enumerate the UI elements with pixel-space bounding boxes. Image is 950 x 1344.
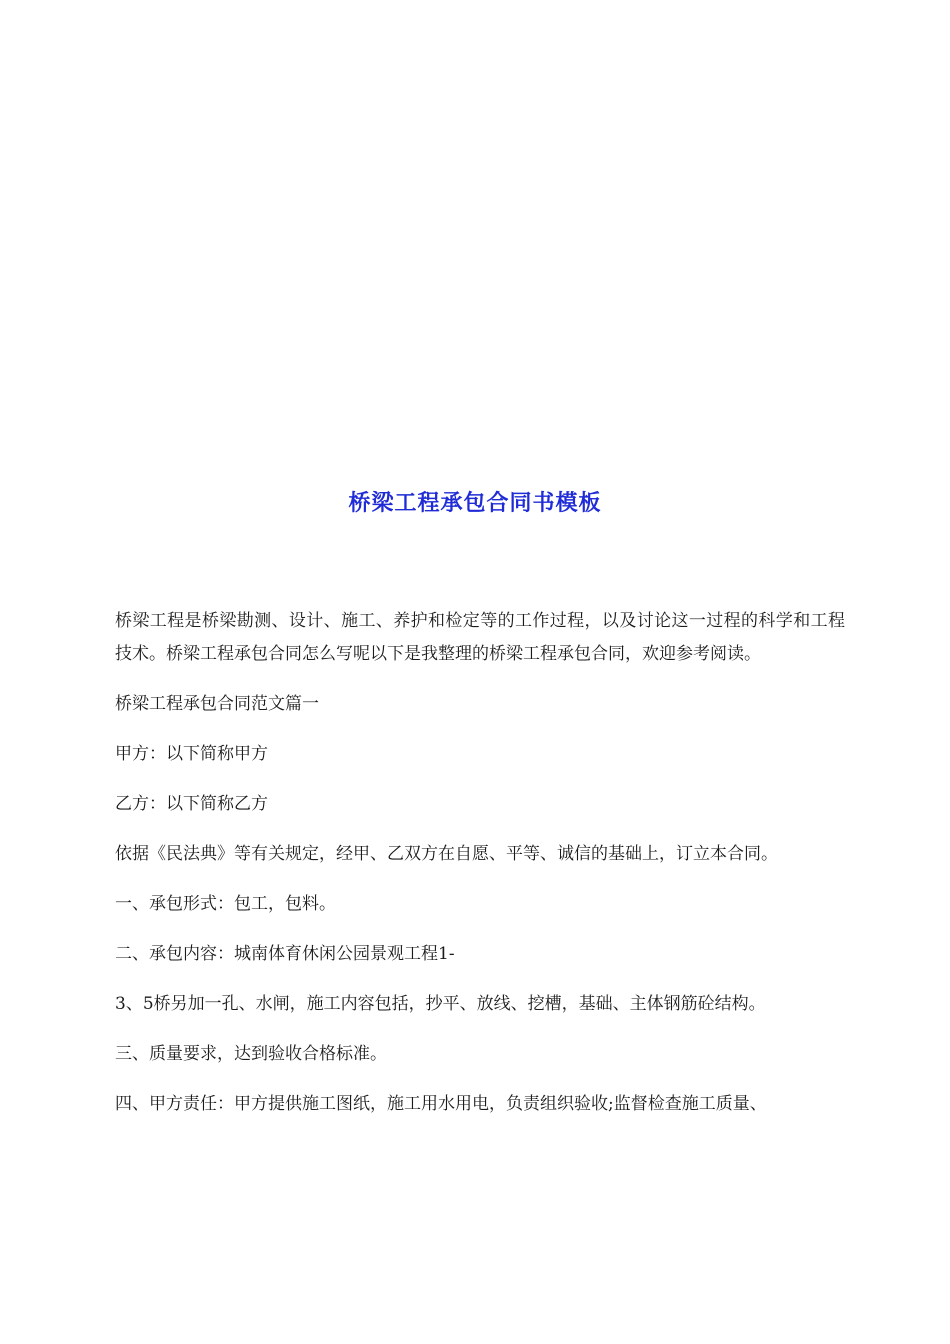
document-title: 桥梁工程承包合同书模板 bbox=[348, 491, 602, 516]
paragraph-party-a: 甲方：以下简称甲方 bbox=[115, 744, 268, 764]
paragraph-clause-2-continued: 3、5桥另加一孔、水闸，施工内容包括，抄平、放线、挖槽，基础、主体钢筋砼结构。 bbox=[115, 994, 766, 1014]
paragraph-clause-1: 一、承包形式：包工，包料。 bbox=[115, 894, 336, 914]
paragraph-party-b: 乙方：以下简称乙方 bbox=[115, 794, 268, 814]
paragraph-clause-3: 三、质量要求，达到验收合格标准。 bbox=[115, 1044, 387, 1064]
paragraph-sample-heading: 桥梁工程承包合同范文篇一 bbox=[115, 694, 319, 714]
paragraph-intro: 桥梁工程是桥梁勘测、设计、施工、养护和检定等的工作过程，以及讨论这一过程的科学和工程技术。桥梁工程承包合同怎么写呢以下是我整理的桥梁工程承包合同，欢迎参考阅读。 bbox=[115, 611, 845, 664]
paragraph-legal-basis: 依据《民法典》等有关规定，经甲、乙双方在自愿、平等、诚信的基础上，订立本合同。 bbox=[115, 844, 778, 864]
paragraph-clause-4: 四、甲方责任：甲方提供施工图纸，施工用水用电，负责组织验收;监督检查施工质量、 bbox=[115, 1094, 767, 1114]
document-body bbox=[115, 605, 845, 1138]
paragraph-clause-2: 二、承包内容：城南体育休闲公园景观工程1- bbox=[115, 944, 455, 964]
